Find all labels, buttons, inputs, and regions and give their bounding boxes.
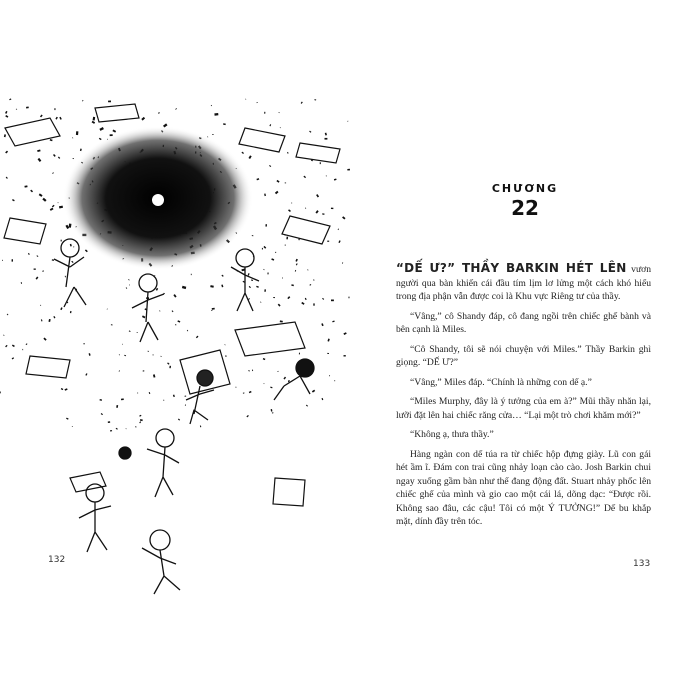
debris-speck	[320, 162, 321, 164]
debris-speck	[270, 387, 272, 389]
debris-speck	[256, 178, 259, 180]
debris-speck	[2, 260, 3, 261]
debris-speck	[325, 138, 328, 140]
debris-speck	[85, 373, 87, 376]
left-page-number: 132	[48, 555, 66, 565]
debris-speck	[299, 353, 300, 355]
debris-speck	[82, 100, 83, 102]
paragraph: “Vâng,” Miles đáp. “Chính là những con dế ạ.”	[410, 376, 592, 388]
debris-speck	[66, 418, 69, 420]
debris-speck	[50, 208, 54, 211]
debris-speck	[301, 302, 304, 305]
debris-speck	[296, 263, 298, 265]
debris-speck	[42, 198, 46, 202]
debris-speck	[263, 246, 266, 249]
kids	[54, 239, 314, 594]
debris-speck	[5, 151, 8, 154]
debris-speck	[283, 377, 286, 380]
debris-speck	[142, 315, 145, 318]
debris-speck	[342, 262, 343, 263]
debris-speck	[273, 297, 275, 298]
debris-speck	[12, 357, 14, 359]
debris-speck	[158, 112, 159, 114]
debris-speck	[280, 127, 281, 128]
debris-speck	[167, 362, 169, 364]
debris-speck	[187, 330, 188, 332]
debris-speck	[12, 345, 15, 348]
debris-speck	[271, 409, 273, 412]
chapter-number: 22	[511, 196, 539, 220]
debris-speck	[325, 133, 327, 136]
debris-speck	[71, 261, 73, 263]
debris-speck	[12, 259, 13, 261]
debris-speck	[211, 310, 213, 311]
debris-speck	[264, 194, 266, 197]
debris-speck	[149, 392, 151, 394]
debris-speck	[322, 213, 324, 215]
debris-speck	[52, 205, 55, 208]
debris-speck	[59, 206, 63, 209]
debris-speck	[61, 388, 64, 390]
debris-speck	[327, 339, 329, 342]
debris-speck	[5, 345, 7, 347]
debris-speck	[34, 269, 36, 270]
debris-speck	[338, 240, 340, 243]
opening-caps: “DẾ Ư?” THẦY BARKIN HÉT LÊN	[396, 261, 627, 275]
debris-speck	[271, 258, 274, 261]
debris-speck	[175, 108, 177, 110]
debris-speck	[285, 183, 286, 184]
debris-speck	[332, 321, 334, 323]
debris-speck	[295, 270, 296, 272]
debris-speck	[92, 121, 95, 124]
debris-speck	[129, 330, 131, 332]
debris-speck	[101, 413, 103, 415]
debris-speck	[236, 387, 237, 388]
debris-speck	[287, 296, 290, 299]
debris-speck	[327, 241, 329, 242]
debris-speck	[110, 430, 112, 431]
debris-speck	[291, 284, 294, 286]
debris-speck	[178, 419, 180, 421]
debris-speck	[16, 109, 17, 110]
debris-speck	[126, 428, 127, 429]
debris-speck	[334, 178, 337, 180]
debris-speck	[172, 310, 174, 312]
hole-core	[152, 194, 164, 206]
debris-speck	[185, 404, 186, 405]
debris-speck	[214, 113, 218, 116]
debris-speck	[252, 235, 254, 236]
debris-speck	[163, 400, 164, 401]
debris-speck	[36, 276, 39, 279]
debris-speck	[59, 117, 62, 120]
debris-speck	[85, 249, 88, 252]
paragraph: “Cô Shandy, tôi sẽ nói chuyện với Miles.” Thầy Barkin ghì giọng. “DẾ Ư?”	[396, 343, 651, 368]
debris-speck	[275, 252, 276, 254]
debris-speck	[288, 209, 291, 212]
debris-speck	[129, 284, 130, 285]
debris-speck	[312, 390, 315, 393]
debris-speck	[327, 353, 329, 354]
debris-speck	[241, 152, 244, 154]
debris-speck	[321, 323, 323, 326]
debris-speck	[3, 335, 4, 336]
debris-speck	[212, 308, 215, 310]
debris-speck	[80, 149, 82, 152]
debris-speck	[287, 152, 289, 154]
debris-speck	[28, 253, 30, 255]
debris-speck	[83, 343, 85, 344]
debris-speck	[256, 102, 257, 103]
debris-speck	[99, 138, 102, 140]
debris-speck	[263, 383, 264, 384]
debris-speck	[249, 391, 252, 393]
debris-speck	[140, 419, 143, 421]
debris-speck	[278, 304, 281, 307]
debris-speck	[108, 101, 111, 103]
debris-speck	[285, 244, 286, 245]
debris-speck	[191, 274, 192, 275]
debris-speck	[30, 190, 33, 193]
debris-speck	[291, 203, 292, 204]
debris-speck	[48, 319, 50, 322]
debris-speck	[160, 356, 161, 357]
right-page-number: 133	[633, 559, 651, 569]
debris-speck	[223, 123, 226, 125]
debris-speck	[156, 288, 158, 291]
debris-speck	[248, 370, 250, 371]
debris-speck	[342, 216, 345, 219]
debris-speck	[334, 380, 335, 381]
debris-speck	[137, 332, 138, 333]
debris-speck	[7, 314, 9, 316]
debris-speck	[159, 310, 160, 311]
debris-speck	[305, 208, 306, 209]
debris-speck	[148, 351, 150, 352]
debris-speck	[248, 155, 251, 159]
debris-speck	[278, 112, 279, 113]
debris-speck	[70, 311, 72, 313]
debris-speck	[108, 421, 110, 423]
debris-speck	[338, 229, 339, 231]
debris-speck	[153, 374, 155, 377]
debris-speck	[122, 344, 123, 345]
debris-speck	[112, 130, 116, 133]
debris-speck	[72, 137, 73, 138]
debris-speck	[246, 415, 248, 417]
debris-speck	[173, 395, 175, 398]
debris-speck	[309, 131, 311, 133]
debris-speck	[282, 277, 283, 278]
debris-speck	[65, 276, 66, 278]
debris-speck	[60, 307, 62, 310]
debris-speck	[111, 324, 113, 325]
debris-speck	[124, 355, 126, 356]
debris-speck	[52, 172, 54, 174]
debris-speck	[135, 426, 136, 427]
debris-speck	[252, 370, 253, 372]
debris-speck	[251, 279, 253, 281]
debris-speck	[4, 134, 6, 137]
debris-speck	[58, 202, 59, 203]
debris-speck	[326, 176, 327, 177]
debris-speck	[24, 185, 27, 187]
debris-speck	[139, 421, 141, 423]
debris-speck	[119, 370, 120, 372]
debris-speck	[224, 344, 225, 345]
debris-speck	[41, 319, 43, 321]
debris-speck	[42, 270, 44, 271]
debris-speck	[262, 248, 263, 250]
debris-speck	[210, 285, 214, 288]
debris-speck	[260, 302, 261, 303]
debris-speck	[316, 194, 319, 197]
debris-speck	[65, 225, 69, 229]
debris-speck	[306, 405, 308, 407]
illustration-classroom-chaos	[0, 98, 350, 603]
debris-speck	[93, 117, 96, 121]
debris-speck	[116, 428, 118, 430]
debris-speck	[243, 392, 245, 393]
debris-speck	[65, 388, 68, 390]
debris-speck	[196, 336, 199, 339]
left-page	[0, 98, 350, 603]
debris-speck	[256, 286, 259, 288]
debris-speck	[73, 158, 74, 159]
debris-speck	[295, 259, 297, 262]
debris-speck	[61, 240, 62, 242]
paragraph-opening	[396, 262, 651, 304]
debris-speck	[119, 354, 120, 355]
debris-speck	[107, 308, 108, 309]
debris-speck	[141, 117, 145, 121]
debris-speck	[9, 98, 11, 100]
debris-speck	[265, 224, 267, 226]
debris-speck	[55, 117, 57, 120]
debris-speck	[99, 127, 104, 131]
debris-speck	[12, 199, 15, 201]
debris-speck	[128, 279, 130, 280]
debris-speck	[121, 398, 124, 400]
debris-speck	[43, 338, 46, 341]
debris-speck	[264, 289, 266, 292]
debris-speck	[0, 391, 1, 394]
debris-speck	[249, 286, 251, 288]
debris-speck	[344, 355, 346, 356]
debris-speck	[225, 356, 227, 357]
debris-speck	[53, 316, 55, 318]
debris-speck	[26, 343, 28, 345]
debris-speck	[182, 286, 186, 289]
debris-speck	[347, 121, 348, 122]
debris-speck	[280, 320, 283, 322]
debris-speck	[269, 165, 271, 167]
debris-speck	[70, 244, 72, 247]
debris-speck	[331, 208, 333, 210]
debris-speck	[315, 210, 318, 213]
debris-speck	[264, 112, 265, 114]
debris-speck	[21, 282, 22, 284]
debris-speck	[303, 176, 306, 179]
debris-speck	[89, 353, 91, 356]
debris-speck	[76, 131, 79, 135]
debris-speck	[37, 149, 40, 152]
debris-speck	[5, 111, 7, 114]
chapter-text	[396, 262, 651, 535]
paragraph: “Vâng,” cô Shandy đáp, cô đang ngồi trên chiếc ghế bành và bên cạnh là Miles.	[396, 310, 651, 335]
debris-speck	[343, 332, 346, 335]
debris-speck	[53, 154, 56, 157]
debris-speck	[221, 285, 223, 288]
debris-speck	[116, 405, 118, 408]
debris-speck	[331, 300, 334, 302]
debris-speck	[313, 279, 314, 280]
debris-speck	[248, 273, 250, 275]
debris-speck	[329, 375, 330, 376]
debris-speck	[263, 269, 264, 270]
debris-speck	[22, 349, 23, 350]
debris-speck	[143, 370, 145, 371]
debris-speck	[267, 272, 268, 274]
debris-speck	[40, 115, 43, 118]
debris-speck	[272, 412, 274, 413]
debris-speck	[40, 305, 41, 306]
debris-speck	[175, 324, 176, 325]
debris-speck	[286, 237, 288, 240]
paragraph: Hàng ngàn con dế túa ra từ chiếc hộp đựng giày. Lũ con gái hét ầm ĩ. Đám con trai cũng nhảy loạn cào cào. Josh Barkin chui ngay xuống gầm bàn như thể đang động đất. Stuart nhảy phốc lên chiếc ghế của mình và gio cao một cái lá, dõng dạc: “Được rồi. Không sao đâu, các cậu! Tôi có một Ý TƯỞNG!” Dế bu khắp mặt, dính đầy trên tóc.	[396, 448, 651, 527]
debris-speck	[313, 303, 314, 305]
debris-speck	[50, 139, 53, 141]
debris-speck	[139, 415, 141, 417]
debris-speck	[38, 158, 42, 162]
paragraph: “Miles Murphy, đây là ý tưởng của em à?” Mũi thầy nhăn lại, lưỡi đặt lên hai chiếc răng cửa… “Lại một trò chơi khăm mới?”	[396, 396, 651, 421]
debris-speck	[72, 426, 73, 427]
debris-speck	[36, 255, 38, 257]
debris-speck	[200, 425, 201, 427]
debris-speck	[137, 393, 138, 394]
debris-speck	[321, 398, 323, 400]
debris-speck	[153, 354, 154, 355]
debris-speck	[221, 275, 223, 277]
chapter-label: CHƯƠNG	[491, 182, 559, 195]
debris-speck	[277, 371, 278, 372]
debris-speck	[169, 366, 171, 369]
debris-speck	[322, 298, 324, 300]
debris-speck	[54, 108, 55, 110]
debris-speck	[305, 298, 307, 300]
debris-speck	[212, 134, 213, 135]
debris-speck	[269, 124, 271, 126]
debris-speck	[275, 191, 279, 194]
debris-speck	[276, 180, 279, 183]
debris-speck	[5, 115, 8, 118]
paragraph-text: vươn người qua bàn khiến cái đầu tím lịm lơ lửng một cách khó hiểu trong địa phận vẫn được coi là Khu vực Riêng tư của thầy.	[396, 264, 652, 302]
debris-speck	[39, 193, 43, 196]
debris-speck	[99, 399, 102, 401]
debris-speck	[301, 101, 303, 103]
debris-speck	[126, 287, 128, 289]
paragraph: “Không ạ, thưa thầy.”	[410, 429, 494, 440]
debris-speck	[263, 358, 266, 360]
debris-speck	[211, 105, 212, 106]
debris-speck	[6, 177, 8, 179]
debris-speck	[314, 99, 316, 100]
debris-speck	[173, 294, 176, 297]
debris-speck	[58, 157, 60, 159]
debris-speck	[26, 107, 29, 109]
debris-speck	[309, 284, 311, 286]
debris-speck	[245, 99, 246, 100]
debris-speck	[307, 269, 308, 270]
debris-speck	[184, 395, 186, 396]
debris-speck	[73, 246, 74, 247]
debris-speck	[177, 320, 180, 322]
